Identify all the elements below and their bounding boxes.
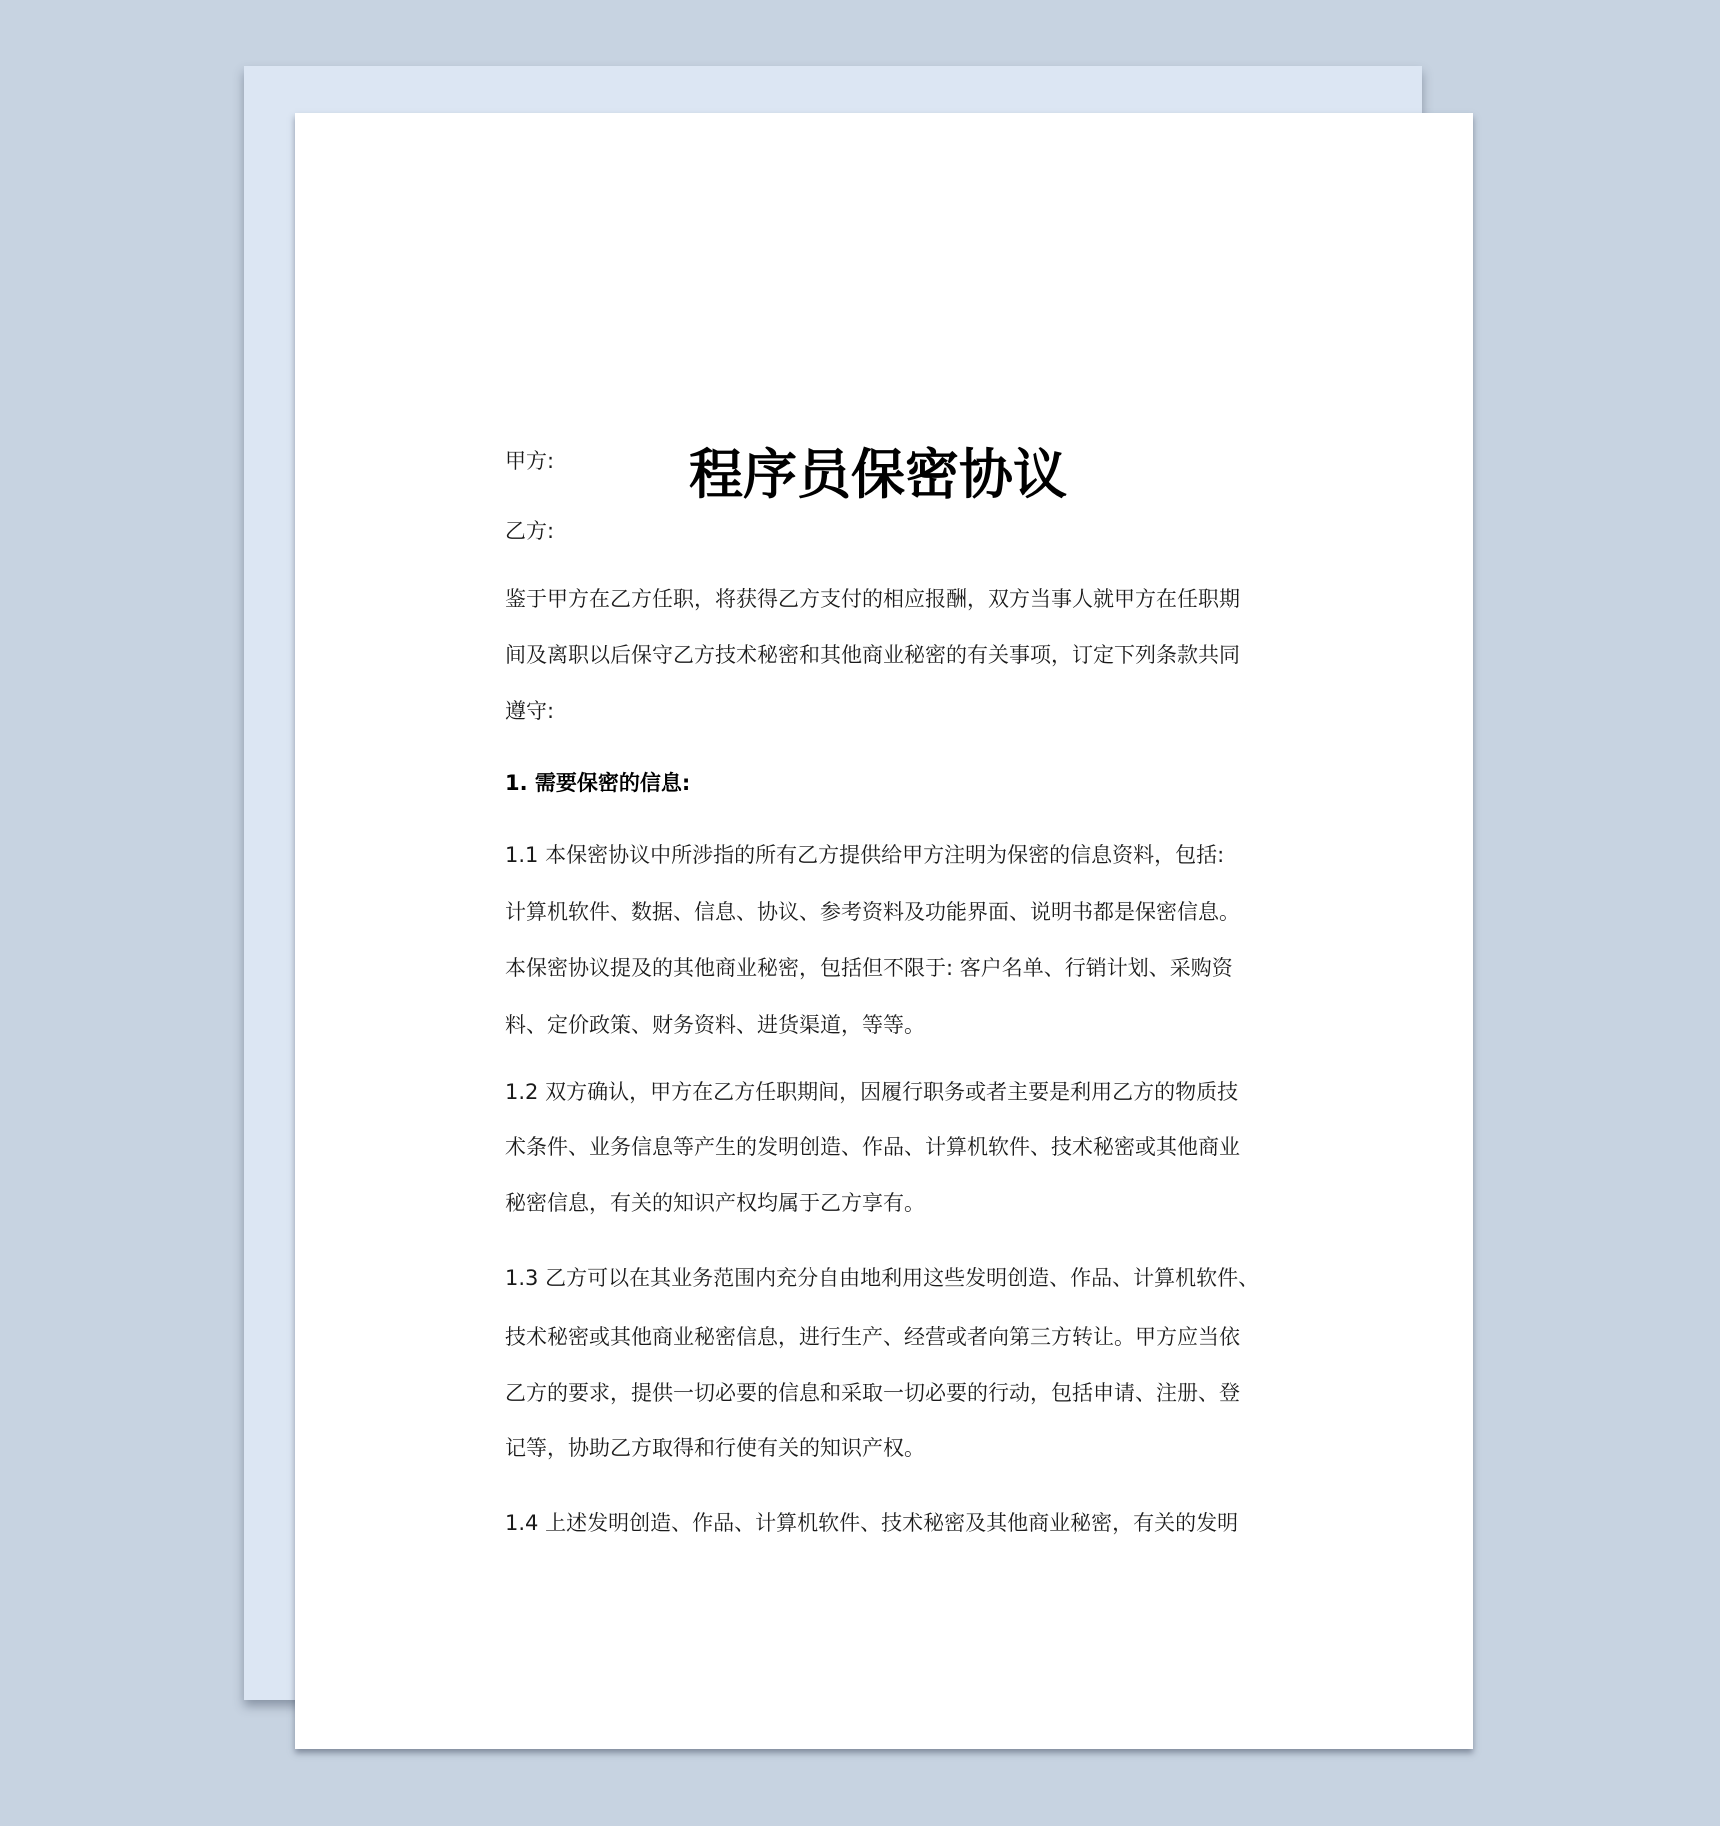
clause-line: 1.4 上述发明创造、作品、计算机软件、技术秘密及其他商业秘密，有关的发明 <box>505 1511 1239 1535</box>
preamble-line: 鉴于甲方在乙方任职，将获得乙方支付的相应报酬，双方当事人就甲方在任职期 <box>505 587 1240 611</box>
clause-line: 1.3 乙方可以在其业务范围内充分自由地利用这些发明创造、作品、计算机软件、 <box>505 1266 1260 1290</box>
clause-line: 技术秘密或其他商业秘密信息，进行生产、经营或者向第三方转让。甲方应当依 <box>505 1325 1240 1349</box>
clause-line: 记等，协助乙方取得和行使有关的知识产权。 <box>505 1436 925 1460</box>
clause-line: 乙方的要求，提供一切必要的信息和采取一切必要的行动，包括申请、注册、登 <box>505 1381 1240 1405</box>
document-title: 程序员保密协议 <box>689 443 1067 506</box>
party-b-label: 乙方: <box>505 519 555 543</box>
preamble-line: 遵守: <box>505 699 555 723</box>
clause-line: 料、定价政策、财务资料、进货渠道，等等。 <box>505 1013 925 1037</box>
clause-line: 1.1 本保密协议中所涉指的所有乙方提供给甲方注明为保密的信息资料，包括: <box>505 843 1225 867</box>
clause-line: 计算机软件、数据、信息、协议、参考资料及功能界面、说明书都是保密信息。 <box>505 900 1240 924</box>
clause-line: 秘密信息，有关的知识产权均属于乙方享有。 <box>505 1191 925 1215</box>
document-page <box>295 113 1473 1749</box>
clause-line: 本保密协议提及的其他商业秘密，包括但不限于: 客户名单、行销计划、采购资 <box>505 956 1233 980</box>
section-1-heading: 1. 需要保密的信息: <box>505 771 691 795</box>
clause-line: 1.2 双方确认，甲方在乙方任职期间，因履行职务或者主要是利用乙方的物质技 <box>505 1080 1239 1104</box>
party-a-label: 甲方: <box>505 449 555 473</box>
preamble-line: 间及离职以后保守乙方技术秘密和其他商业秘密的有关事项，订定下列条款共同 <box>505 643 1240 667</box>
clause-line: 术条件、业务信息等产生的发明创造、作品、计算机软件、技术秘密或其他商业 <box>505 1135 1240 1159</box>
